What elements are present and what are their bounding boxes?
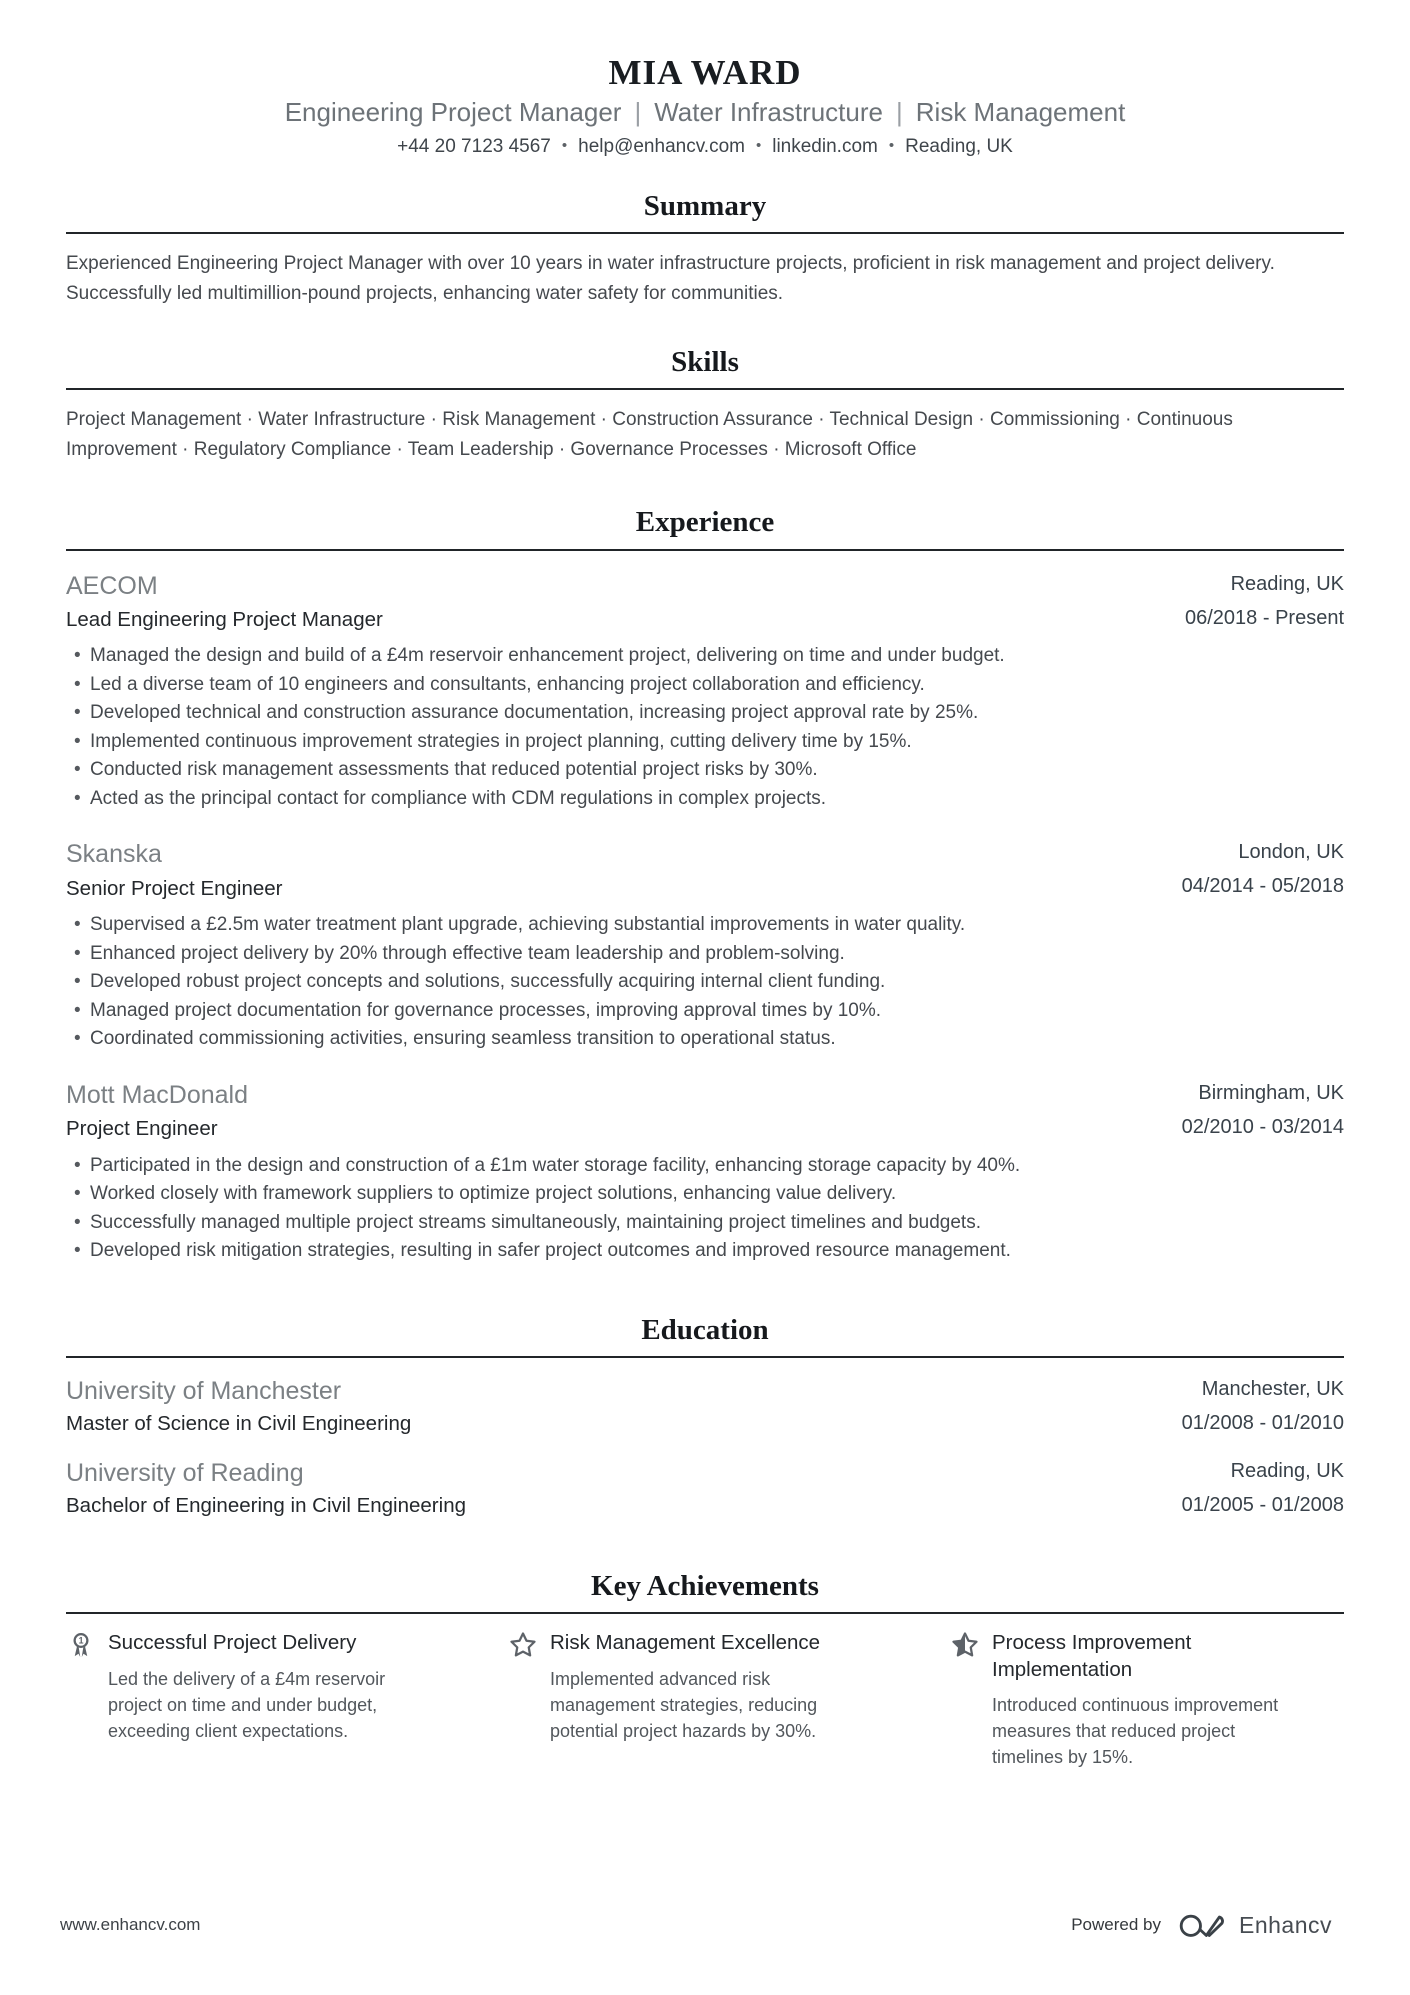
- education-entry: [66, 1376, 1344, 1438]
- bullet-item: • Led a diverse team of 10 engineers and consultants, enhancing project collaboration and efficiency.: [90, 671, 1344, 700]
- education-heading: Education: [66, 1312, 1344, 1358]
- education-entry: [66, 1458, 1344, 1520]
- company-name: Mott MacDonald: [66, 1080, 249, 1109]
- school-name: University of Manchester: [66, 1376, 342, 1405]
- company-name: AECOM: [66, 571, 158, 600]
- bullet-list: [66, 1152, 1344, 1266]
- role-title: Senior Project Engineer: [66, 876, 283, 900]
- entry-dates: 04/2014 - 05/2018: [1181, 875, 1344, 898]
- skills-heading: Skills: [66, 344, 1344, 390]
- medal-icon: [66, 1630, 96, 1660]
- powered-by[interactable]: [1071, 1907, 1332, 1943]
- section-achievements: [66, 1568, 1344, 1771]
- bullet-item: • Managed the design and build of a £4m reservoir enhancement project, delivering on time and under budget.: [90, 642, 1344, 671]
- achievement-text: [550, 1630, 850, 1744]
- achievement-title: Risk Management Excellence: [550, 1630, 821, 1654]
- experience-entry: [66, 571, 1344, 814]
- entry-location: Manchester, UK: [1201, 1377, 1344, 1400]
- entry-header: [66, 1080, 1344, 1143]
- contact-phone: +44 20 7123 4567: [397, 136, 551, 157]
- entry-right: [1182, 1376, 1344, 1436]
- tagline: [66, 97, 1344, 128]
- contact-linkedin-link[interactable]: • linkedin.com: [745, 136, 878, 157]
- tagline-part: | Risk Management: [883, 97, 1125, 127]
- entry-header: [66, 1376, 1344, 1438]
- entry-header: [66, 571, 1344, 634]
- contact-email-link[interactable]: • help@enhancv.com: [551, 136, 745, 157]
- achievement-title: Successful Project Delivery: [108, 1630, 357, 1654]
- bullet-list: [66, 911, 1344, 1054]
- entry-left: [66, 1458, 466, 1520]
- bullet-item: • Implemented continuous improvement strategies in project planning, cutting delivery time by 15%.: [90, 728, 1344, 757]
- entry-location: Birmingham, UK: [1198, 1081, 1344, 1104]
- website-link[interactable]: www.enhancv.com: [60, 1915, 201, 1934]
- bullet-item: • Supervised a £2.5m water treatment plant upgrade, achieving substantial improvements in water quality.: [90, 911, 1344, 940]
- entry-right: [1182, 1458, 1344, 1518]
- entry-header: [66, 1458, 1344, 1520]
- bullet-item: • Enhanced project delivery by 20% through effective team leadership and problem-solving.: [90, 940, 1344, 969]
- achievement-card: [66, 1630, 460, 1771]
- entry-dates: 02/2010 - 03/2014: [1181, 1115, 1344, 1138]
- bullet-item: • Worked closely with framework suppliers to optimize project solutions, enhancing value delivery.: [90, 1180, 1344, 1209]
- bullet-item: • Successfully managed multiple project streams simultaneously, maintaining project timelines and budgets.: [90, 1209, 1344, 1238]
- contact-bar: [66, 136, 1344, 158]
- entry-right: [1182, 839, 1344, 899]
- tagline-part: Engineering Project Manager: [284, 97, 622, 127]
- entry-dates: 01/2005 - 01/2008: [1181, 1493, 1344, 1516]
- company-name: Skanska: [66, 840, 162, 869]
- achievement-description: Led the delivery of a £4m reservoir project on time and under budget, exceeding client expectations.: [108, 1668, 386, 1741]
- achievement-title: Process Improvement Implementation: [992, 1630, 1192, 1681]
- experience-entry: [66, 839, 1344, 1053]
- achievement-card: [508, 1630, 902, 1771]
- entry-location: Reading, UK: [1230, 1459, 1344, 1482]
- entry-right: [1182, 1080, 1344, 1140]
- achievement-description: Implemented advanced risk management strategies, reducing potential project hazards by 30%.: [550, 1668, 818, 1741]
- bullet-list: [66, 642, 1344, 813]
- achievement-text: [992, 1630, 1292, 1771]
- tagline-part: | Water Infrastructure: [621, 97, 883, 127]
- experience-entry: [66, 1080, 1344, 1266]
- entry-dates: 01/2008 - 01/2010: [1181, 1411, 1344, 1434]
- experience-heading: Experience: [66, 504, 1344, 550]
- bullet-item: • Conducted risk management assessments that reduced potential project risks by 30%.: [90, 756, 1344, 785]
- bullet-item: • Developed technical and construction assurance documentation, increasing project approval rate by 25%.: [90, 699, 1344, 728]
- entry-left: [66, 839, 283, 902]
- degree-title: Master of Science in Civil Engineering: [66, 1412, 412, 1436]
- school-name: University of Reading: [66, 1458, 304, 1487]
- footer: [60, 1907, 1332, 1943]
- degree-title: Bachelor of Engineering in Civil Engineering: [66, 1494, 466, 1518]
- entry-location: Reading, UK: [1230, 572, 1344, 595]
- entry-dates: 06/2018 - Present: [1185, 606, 1344, 629]
- achievements-heading: Key Achievements: [66, 1568, 1344, 1614]
- bullet-item: • Acted as the principal contact for compliance with CDM regulations in complex projects.: [90, 785, 1344, 814]
- candidate-name: MIA WARD: [608, 53, 802, 92]
- role-title: Project Engineer: [66, 1117, 218, 1141]
- summary-heading: Summary: [66, 188, 1344, 234]
- achievements-grid: [66, 1630, 1344, 1771]
- achievement-card: [950, 1630, 1344, 1771]
- bullet-item: • Developed risk mitigation strategies, resulting in safer project outcomes and improved resource management.: [90, 1237, 1344, 1266]
- entry-location: London, UK: [1238, 841, 1344, 864]
- bullet-item: • Developed robust project concepts and solutions, successfully acquiring internal client funding.: [90, 968, 1344, 997]
- section-experience: [66, 504, 1344, 1265]
- header: [66, 52, 1344, 158]
- entry-header: [66, 839, 1344, 902]
- enhancv-logo-icon: [1177, 1907, 1229, 1943]
- bullet-item: • Participated in the design and construction of a £1m water storage facility, enhancing storage capacity by 40%.: [90, 1152, 1344, 1181]
- star-half-icon: [950, 1630, 980, 1660]
- summary-text: Experienced Engineering Project Manager with over 10 years in water infrastructure projects, proficient in risk management and project delivery. Successfully led multimillion-pound projects, enhancing water safety for communities.: [66, 253, 1275, 304]
- svg-text:1: 1: [78, 1635, 84, 1646]
- section-summary: [66, 188, 1344, 308]
- bullet-item: • Managed project documentation for governance processes, improving approval times by 10%.: [90, 997, 1344, 1026]
- section-skills: [66, 344, 1344, 464]
- brand-wordmark: Enhancv: [1238, 1911, 1332, 1938]
- powered-by-label: Powered by: [1071, 1915, 1161, 1934]
- entry-left: [66, 1080, 248, 1143]
- achievement-text: [108, 1630, 408, 1744]
- entry-left: [66, 571, 383, 634]
- entry-right: [1185, 571, 1344, 631]
- star-outline-icon: [508, 1630, 538, 1660]
- role-title: Lead Engineering Project Manager: [66, 607, 383, 631]
- achievement-description: Introduced continuous improvement measures that reduced project timelines by 15%.: [992, 1695, 1279, 1768]
- bullet-item: • Coordinated commissioning activities, ensuring seamless transition to operational status.: [90, 1025, 1344, 1054]
- section-education: [66, 1312, 1344, 1520]
- skills-list-text: Project Management · Water Infrastructure · Risk Management · Construction Assurance · Technical Design · Commissioning · Continuous Improvement · Regulatory Compliance · Team Leadership · Governance Processes · Microsoft Office: [66, 409, 1233, 460]
- entry-left: [66, 1376, 411, 1438]
- contact-location: • Reading, UK: [878, 136, 1013, 157]
